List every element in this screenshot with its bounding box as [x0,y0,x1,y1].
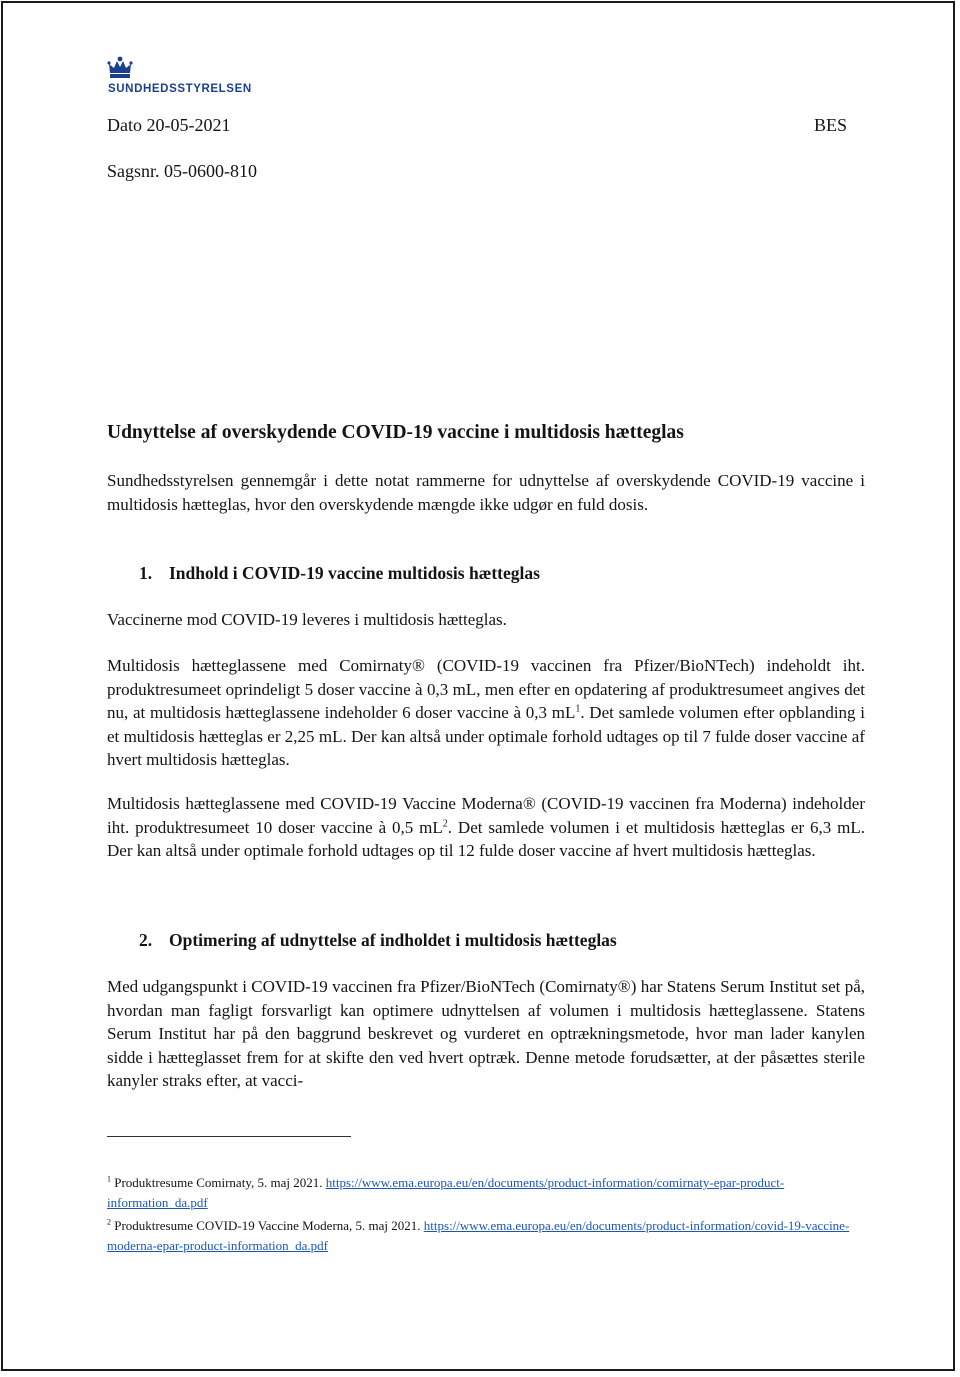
footnote-number: 2 [107,1217,111,1227]
document-page [1,1,955,1371]
footnote-2 [107,1216,865,1256]
footnote-number: 1 [107,1174,111,1184]
paragraph-text: . Det samlede volumen efter opblanding i et multidosis hætteglas er 2,25 mL. Der kan altså under optimale forhold udtages op til 7 fulde doser vaccine af hvert multidosis hætteglas. [107,703,865,769]
section-2-number: 2. [139,930,153,950]
footnote-link-2[interactable]: https://www.ema.europa.eu/en/documents/product-information/covid-19-vaccine-moderna-epar-product-information_da.pdf [107,1218,850,1253]
footnote-ref-2[interactable]: 2 [442,817,448,829]
section-2-heading [139,930,617,951]
footnote-text: Produktresume COVID-19 Vaccine Moderna, 5. maj 2021. [114,1218,424,1233]
case-number: Sagsnr. 05-0600-810 [107,161,257,181]
sundhedsstyrelsen-logo [107,55,287,99]
footnote-1 [107,1173,865,1213]
section-1-number: 1. [139,563,153,583]
section-1-title: Indhold i COVID-19 vaccine multidosis hætteglas [169,563,540,583]
intro-paragraph: Sundhedsstyrelsen gennemgår i dette notat rammerne for udnyttelse af overskydende COVID-19 vaccine i multidosis hætteglas, hvor den overskydende mængde ikke udgør en fuld dosis. [107,471,865,514]
section-2-paragraph-1: Med udgangspunkt i COVID-19 vaccinen fra Pfizer/BioNTech (Comirnaty®) har Statens Serum Institut set på, hvordan man fagligt forsvarligt kan optimere udnyttelsen af volumen i multidosis hætteglassene. Statens Serum Institut har på den baggrund beskrevet og vurderet en optrækningsmetode, hvor man lader kanylen sidde i hætteglasset frem for at skifte den ved hvert optræk. Denne metode forudsætter, at der påsættes sterile kanyler straks efter, at vacci- [107,977,865,1090]
section-1-paragraph-2 [107,654,865,772]
document-date: Dato 20-05-2021 [107,115,231,135]
paragraph-text: Multidosis hætteglassene med COVID-19 Vaccine Moderna® (COVID-19 vaccinen fra Moderna) indeholder iht. produktresumeet 10 doser vaccine à 0,5 mL [107,794,865,837]
footnote-text: Produktresume Comirnaty, 5. maj 2021. [114,1175,326,1190]
document-title: Udnyttelse af overskydende COVID-19 vaccine i multidosis hætteglas [107,422,684,443]
footnote-link-1[interactable]: https://www.ema.europa.eu/en/documents/product-information/comirnaty-epar-product-information_da.pdf [107,1175,785,1210]
paragraph-text: Multidosis hætteglassene med Comirnaty® (COVID-19 vaccinen fra Pfizer/BioNTech) indeholdt iht. produktresumeet oprindeligt 5 doser vaccine à 0,3 mL, men efter en opdatering af produktresumeet angives det nu, at multidosis hætteglassene indeholder 6 doser vaccine à 0,3 mL [107,656,865,722]
section-1-paragraph-3 [107,792,865,863]
footnote-separator [107,1136,351,1137]
section-2-title: Optimering af udnyttelse af indholdet i multidosis hætteglas [169,930,617,950]
author-initials: BES [813,115,847,135]
footnote-ref-1[interactable]: 1 [575,703,581,715]
section-1-heading [139,563,540,584]
crown-icon [107,55,133,81]
section-1-paragraph-1: Vaccinerne mod COVID-19 leveres i multidosis hætteglas. [107,610,507,629]
paragraph-text: . Det samlede volumen i et multidosis hætteglas er 6,3 mL. Der kan altså under optimale forhold udtages op til 12 fulde doser vaccine af hvert multidosis hætteglas. [107,817,865,860]
logo-wordmark: SUNDHEDSSTYRELSEN [108,83,252,95]
